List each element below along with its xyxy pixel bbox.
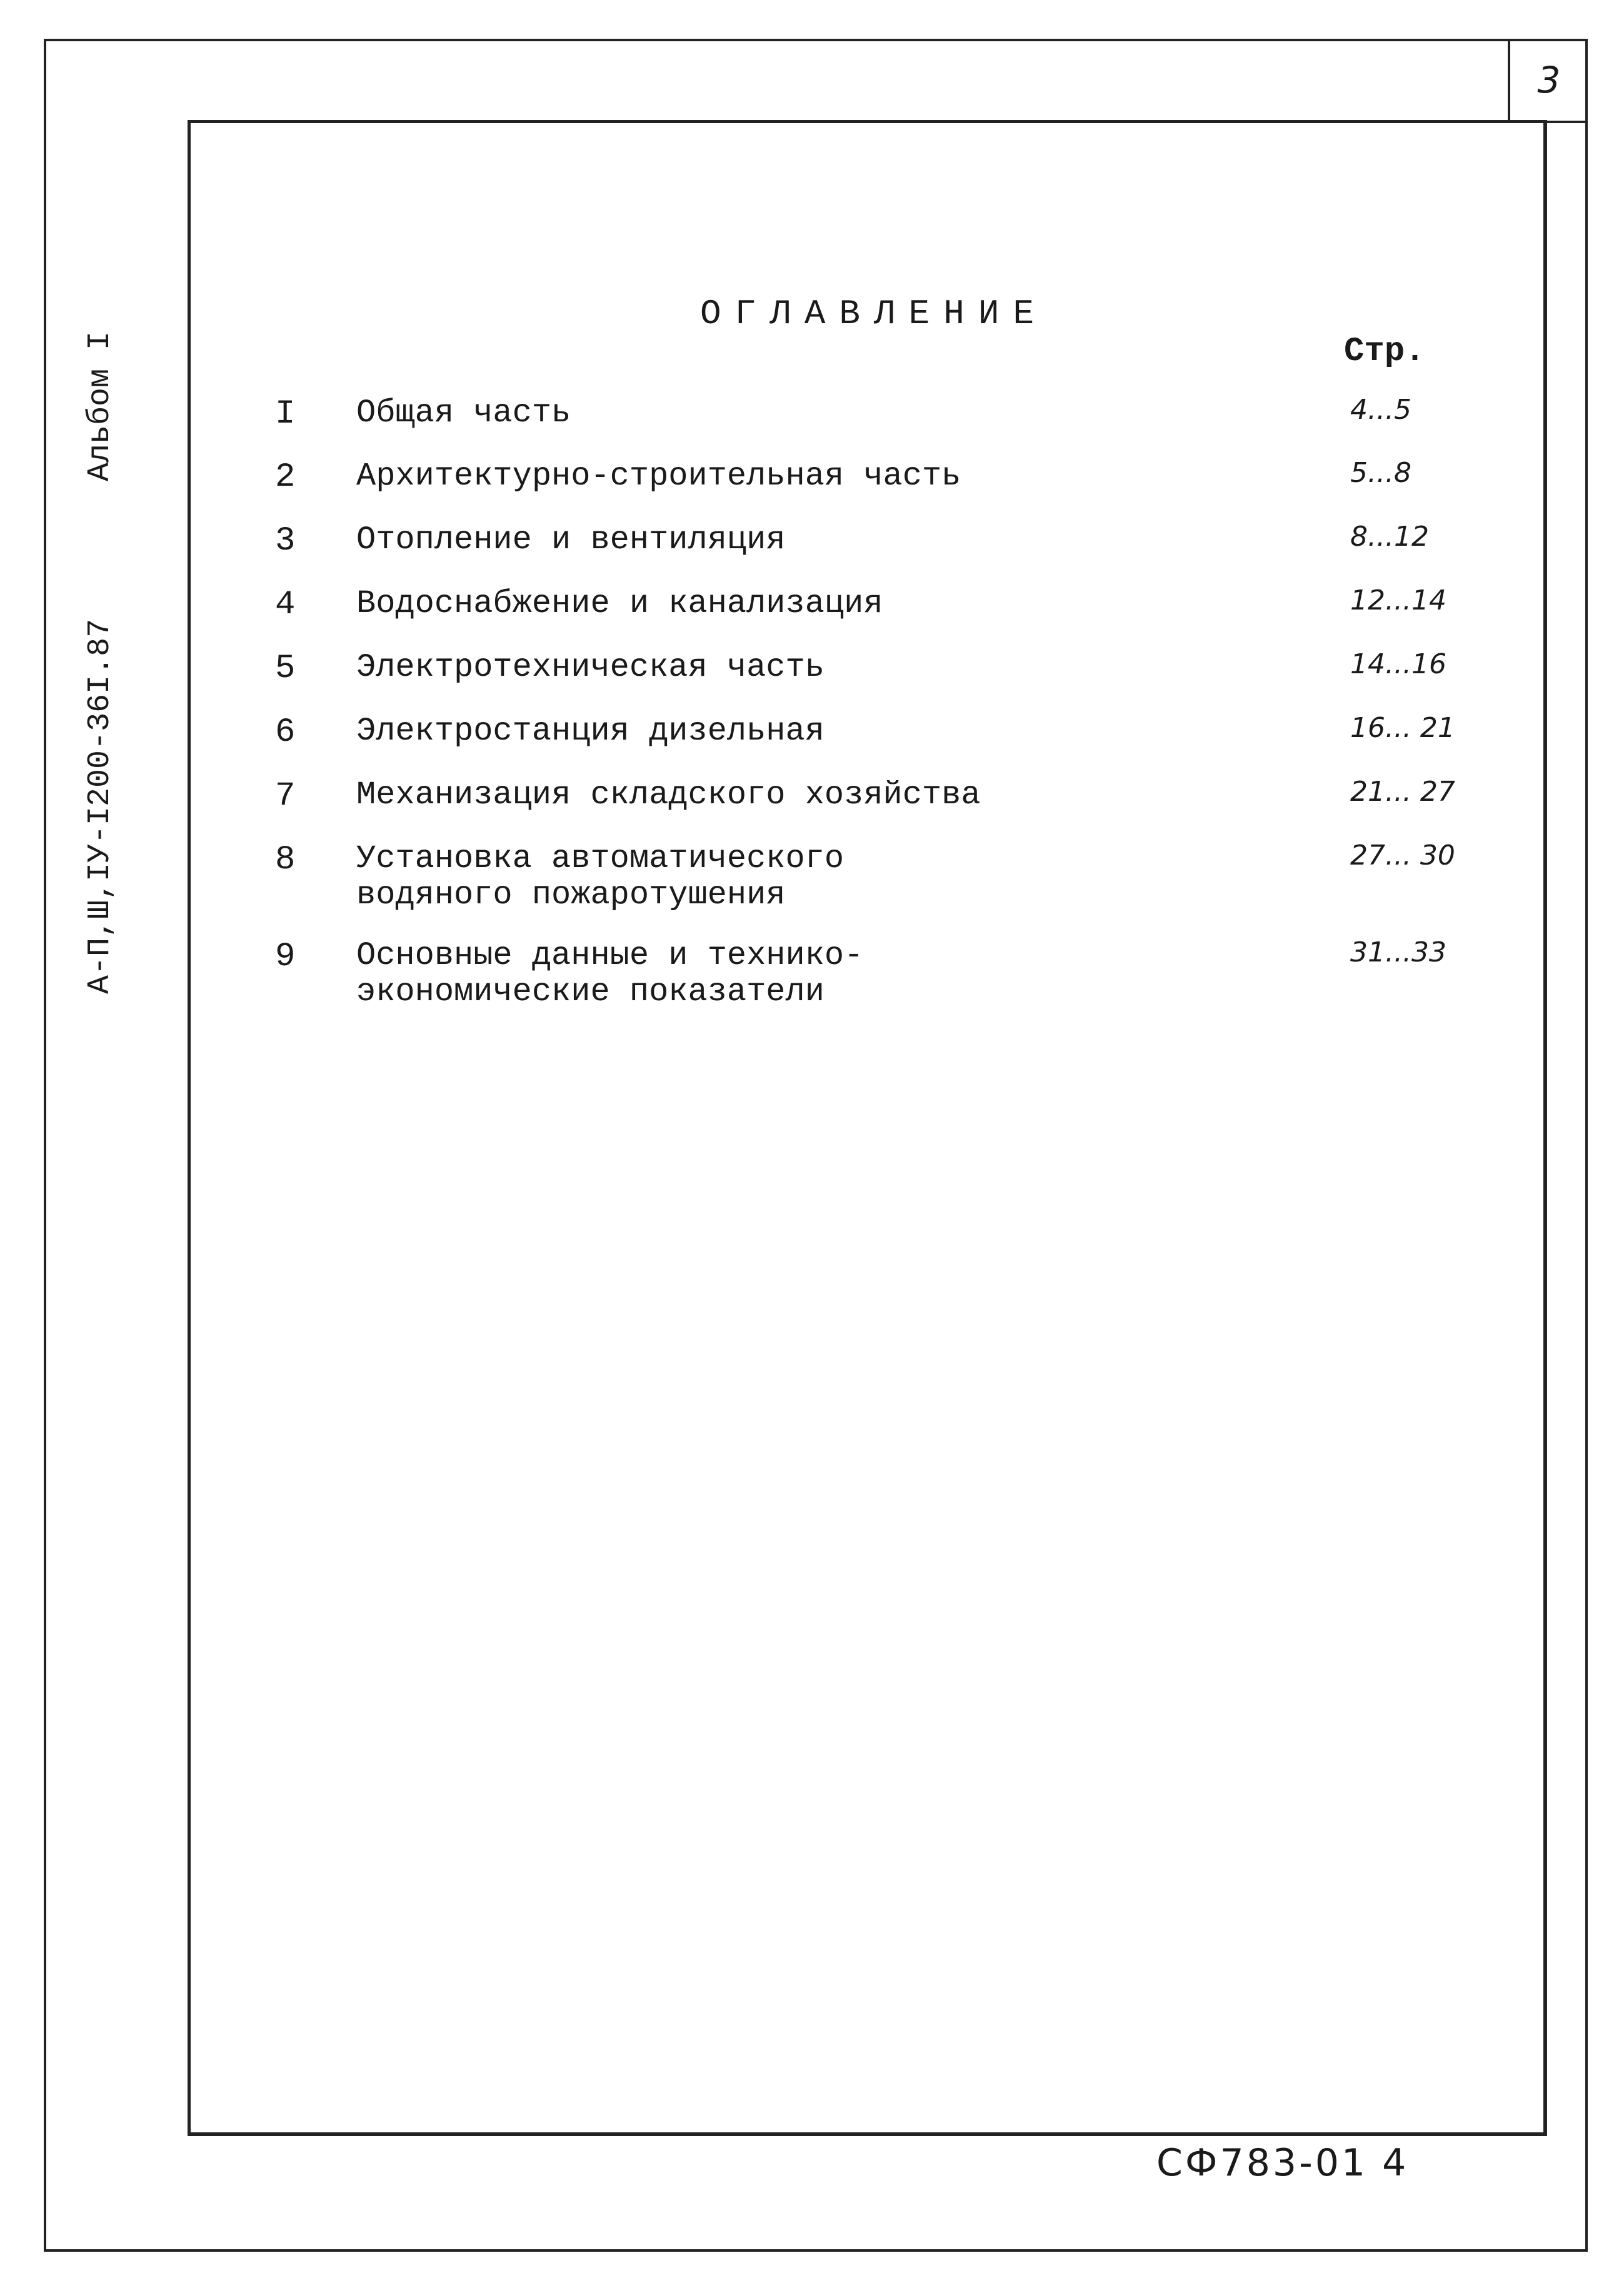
toc-row xyxy=(275,522,1494,585)
toc-title xyxy=(356,586,883,622)
toc-pages: 14...16 xyxy=(1350,648,1446,680)
toc-pages: 31...33 xyxy=(1350,936,1446,968)
document-code: СФ783-01 4 xyxy=(1156,2141,1409,2185)
toc-number: 6 xyxy=(275,713,296,751)
toc-title-line: Электростанция дизельная xyxy=(356,713,825,750)
toc-title xyxy=(356,458,961,494)
toc-number: 4 xyxy=(275,586,296,624)
toc-number: 7 xyxy=(275,777,296,815)
toc-title-line: Установка автоматического xyxy=(356,840,845,877)
toc-number: 5 xyxy=(275,650,296,688)
toc-pages: 4...5 xyxy=(1350,394,1411,426)
toc-number: I xyxy=(275,395,296,433)
page-title: ОГЛАВЛЕНИЕ xyxy=(700,294,1048,334)
page-number-box xyxy=(1508,39,1588,123)
toc-row xyxy=(275,777,1494,840)
toc-title-line: Архитектурно-строительная часть xyxy=(356,458,961,494)
toc-row xyxy=(275,650,1494,712)
toc-title-line: Электротехническая часть xyxy=(356,649,825,686)
toc-title-line: Основные данные и технико- xyxy=(356,937,864,974)
side-label-designation: А-П,Ш,IУ-I200-36I.87 xyxy=(82,618,118,994)
toc-row xyxy=(275,458,1494,521)
toc-number: 8 xyxy=(275,841,296,879)
toc-pages: 21... 27 xyxy=(1350,776,1455,808)
toc-row xyxy=(275,936,1494,1010)
toc-row xyxy=(275,395,1494,458)
toc-title-line: Водоснабжение и канализация xyxy=(356,585,883,622)
page-column-header: Стр. xyxy=(1344,333,1425,371)
toc-pages: 8...12 xyxy=(1350,521,1429,553)
toc-title-line: экономические показатели xyxy=(356,973,825,1010)
toc-pages: 12...14 xyxy=(1350,585,1446,616)
toc-title xyxy=(356,777,981,813)
toc-pages: 5...8 xyxy=(1350,457,1411,489)
toc-title-line: водяного пожаротушения xyxy=(356,876,786,913)
toc-title xyxy=(356,522,786,558)
toc-title xyxy=(356,713,825,750)
toc-title xyxy=(356,395,571,431)
toc-row xyxy=(275,840,1494,913)
toc-pages: 16... 21 xyxy=(1350,712,1455,744)
toc-number: 2 xyxy=(275,458,296,496)
toc-title xyxy=(356,938,863,1010)
side-label-album: Альбом I xyxy=(82,331,118,482)
page-number: 3 xyxy=(1537,58,1561,101)
toc-title-line: Отопление и вентиляция xyxy=(356,521,786,558)
side-label xyxy=(69,331,131,994)
toc-title xyxy=(356,650,825,686)
toc-title-line: Механизация складского хозяйства xyxy=(356,776,981,813)
toc-pages: 27... 30 xyxy=(1350,840,1455,871)
toc-number: 3 xyxy=(275,522,296,560)
toc-number: 9 xyxy=(275,938,296,976)
toc-row xyxy=(275,713,1494,776)
toc-row xyxy=(275,586,1494,648)
toc-title-line: Общая часть xyxy=(356,394,571,431)
toc-title xyxy=(356,841,844,913)
